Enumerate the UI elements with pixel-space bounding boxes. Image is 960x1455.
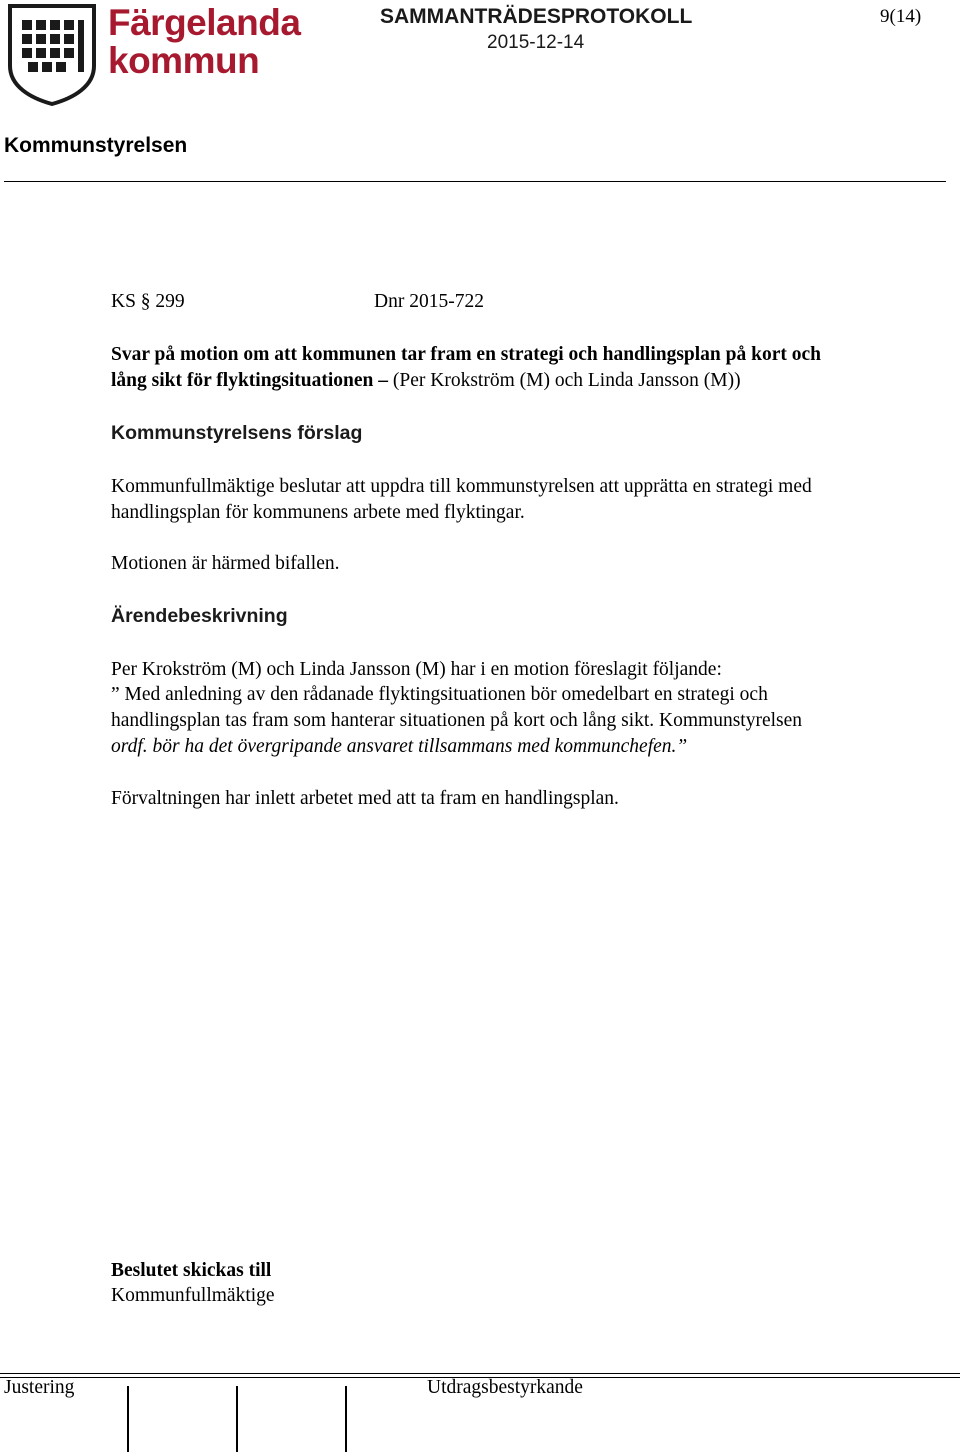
- motion-quote-line3: ordf. bör ha det övergripande ansvaret tillsammans med kommunchefen.”: [111, 736, 688, 757]
- proposal-text-line1: Kommunfullmäktige beslutar att uppdra till kommunstyrelsen att upprätta en strategi med: [111, 476, 812, 497]
- committee-name: Kommunstyrelsen: [4, 134, 188, 157]
- footer-utdragsbestyrkande-label: Utdragsbestyrkande: [427, 1377, 583, 1398]
- logo-wordmark-line1: Färgelanda: [108, 2, 301, 43]
- case-diary-number: Dnr 2015-722: [374, 291, 484, 312]
- motion-quote-line2: handlingsplan tas fram som hanterar situationen på kort och lång sikt. Kommunstyrelsen: [111, 710, 803, 731]
- document-type: SAMMANTRÄDESPROTOKOLL: [380, 5, 693, 28]
- page-number: 9(14): [880, 6, 922, 27]
- signature-box-2: [236, 1386, 238, 1452]
- proposal-text-line2: handlingsplan för kommunens arbete med flyktingar.: [111, 502, 525, 523]
- proposal-text-line3: Motionen är härmed bifallen.: [111, 553, 340, 574]
- motion-quote-line1: ” Med anledning av den rådanade flyktingsituationen bör omedelbart en strategi och: [111, 684, 768, 705]
- case-title-line2: [111, 370, 741, 392]
- footer-divider-top: [0, 1373, 960, 1374]
- case-paragraph-number: KS § 299: [111, 291, 185, 312]
- footer-justering-label: Justering: [4, 1377, 75, 1398]
- distribution-heading: Beslutet skickas till: [111, 1260, 272, 1281]
- case-description-line1: Per Krokström (M) och Linda Jansson (M) har i en motion föreslagit följande:: [111, 659, 722, 680]
- distribution-recipient: Kommunfullmäktige: [111, 1285, 275, 1306]
- case-title-line2-bold: lång sikt för flyktingsituationen –: [111, 370, 393, 391]
- case-description-heading: Ärendebeskrivning: [111, 605, 288, 627]
- logo-wordmark-line2: kommun: [108, 40, 260, 81]
- case-description-line4: Förvaltningen har inlett arbetet med att ta fram en handlingsplan.: [111, 788, 619, 809]
- meeting-date: 2015-12-14: [487, 32, 585, 53]
- case-title-line1: Svar på motion om att kommunen tar fram en strategi och handlingsplan på kort och: [111, 344, 821, 365]
- signature-box-3: [345, 1386, 347, 1452]
- case-title-line2-authors: (Per Krokström (M) och Linda Jansson (M)): [392, 370, 741, 391]
- header-divider: [4, 181, 946, 182]
- proposal-heading: Kommunstyrelsens förslag: [111, 422, 363, 444]
- municipality-crest-logo: [4, 2, 100, 106]
- signature-box-1: [127, 1386, 129, 1452]
